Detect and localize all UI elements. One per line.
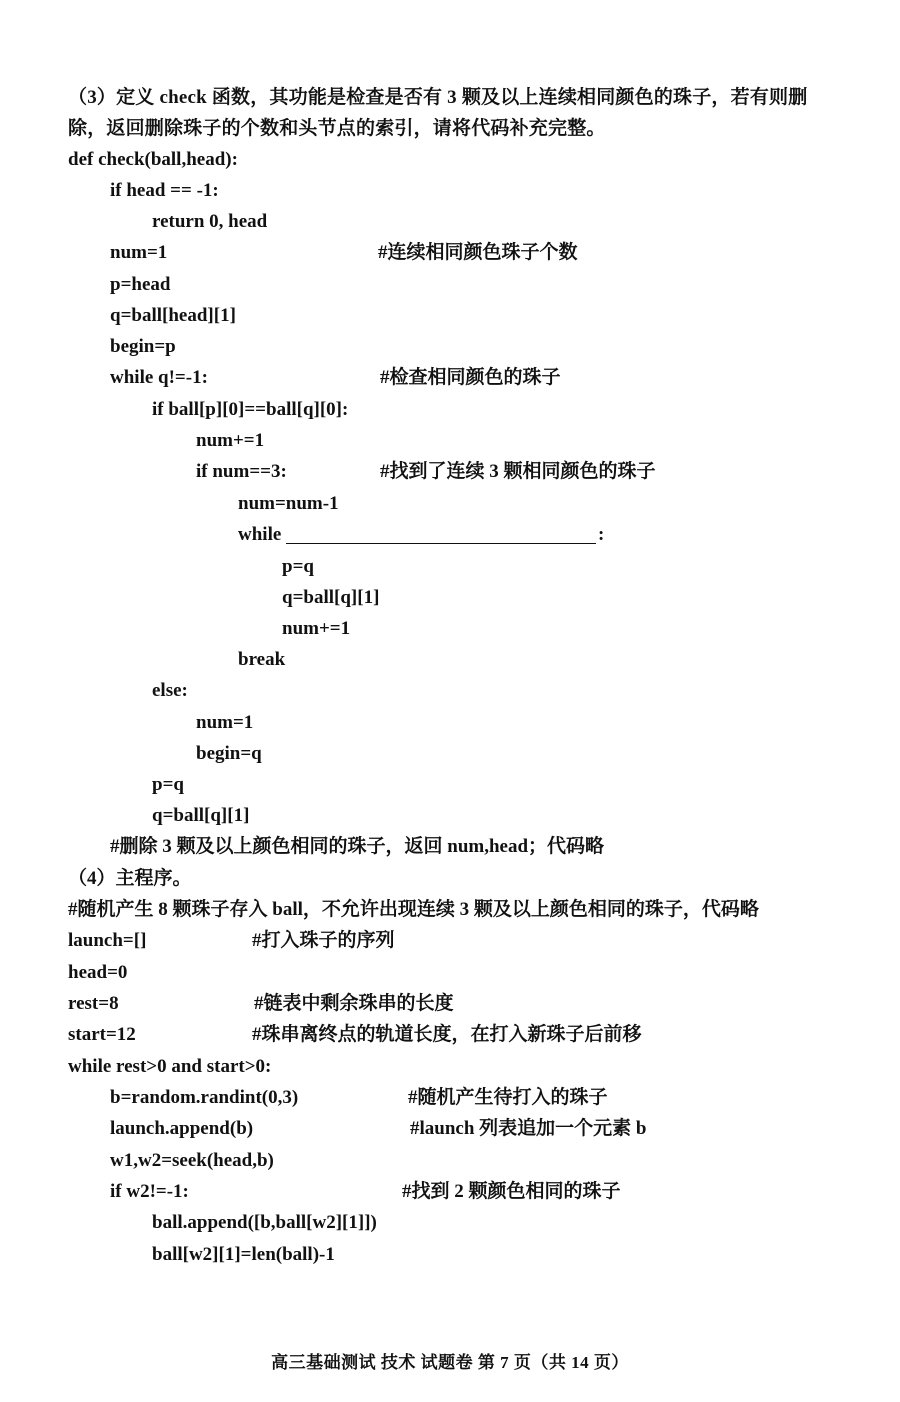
while-keyword: while: [238, 524, 282, 545]
code-line-def-check: def check(ball,head):: [68, 149, 238, 170]
page-footer: 高三基础测试 技术 试题卷 第 7 页（共 14 页）: [271, 1353, 629, 1372]
code-line-ball-link: ball[w2][1]=len(ball)-1: [152, 1244, 335, 1265]
question-3-intro: [68, 82, 888, 144]
code-line-num-inc: num+=1: [196, 430, 265, 451]
comment-if-num-3: #找到了连续 3 颗相同颜色的珠子: [380, 461, 656, 482]
comment-launch-append: #launch 列表追加一个元素 b: [410, 1118, 647, 1139]
code-line-rest: rest=8: [68, 993, 119, 1014]
comment-launch: #打入珠子的序列: [252, 930, 395, 951]
code-line-while-q: while q!=-1:: [110, 367, 208, 388]
code-line-q-init: q=ball[head][1]: [110, 305, 236, 326]
code-line-if-same-color: if ball[p][0]==ball[q][0]:: [152, 399, 349, 420]
code-line-p-head: p=head: [110, 274, 171, 295]
code-line-seek: w1,w2=seek(head,b): [110, 1150, 274, 1171]
code-line-begin-q: begin=q: [196, 743, 262, 764]
answer-blank[interactable]: [286, 523, 596, 544]
code-line-if-head: if head == -1:: [110, 180, 219, 201]
code-line-q-next-inner: q=ball[q][1]: [282, 587, 380, 608]
comment-while-q: #检查相同颜色的珠子: [380, 367, 561, 388]
question-4-title: （4）主程序。: [68, 868, 192, 889]
code-line-num-dec: num=num-1: [238, 493, 339, 514]
comment-start: #珠串离终点的轨道长度，在打入新珠子后前移: [252, 1024, 642, 1045]
comment-num-init: #连续相同颜色珠子个数: [378, 242, 578, 263]
code-line-p-q-inner: p=q: [282, 556, 314, 577]
code-line-num-init: num=1: [110, 242, 168, 263]
question-4-comment: #随机产生 8 颗珠子存入 ball，不允许出现连续 3 颗及以上颜色相同的珠子，代码略: [68, 899, 759, 920]
code-line-if-w2: if w2!=-1:: [110, 1181, 189, 1202]
code-line-begin: begin=p: [110, 336, 176, 357]
code-line-if-num-3: if num==3:: [196, 461, 287, 482]
question-3-intro-line-2: 除，返回删除珠子的个数和头节点的索引，请将代码补充完整。: [68, 118, 606, 139]
while-colon: :: [598, 524, 605, 545]
code-line-delete-comment: #删除 3 颗及以上颜色相同的珠子，返回 num,head；代码略: [110, 836, 605, 857]
code-line-start: start=12: [68, 1024, 136, 1045]
code-line-q-next: q=ball[q][1]: [152, 805, 250, 826]
code-line-randint: b=random.randint(0,3): [110, 1087, 299, 1108]
code-line-p-q: p=q: [152, 774, 184, 795]
code-line-launch-append: launch.append(b): [110, 1118, 254, 1139]
question-3-intro-line-1: （3）定义 check 函数，其功能是检查是否有 3 颗及以上连续相同颜色的珠子，若有则删: [68, 87, 808, 108]
code-line-head: head=0: [68, 962, 128, 983]
code-line-return: return 0, head: [152, 211, 268, 232]
code-line-num-inc-inner: num+=1: [282, 618, 351, 639]
comment-randint: #随机产生待打入的珠子: [408, 1087, 608, 1108]
comment-rest: #链表中剩余珠串的长度: [254, 993, 454, 1014]
code-line-ball-append: ball.append([b,ball[w2][1]]): [152, 1212, 377, 1233]
code-line-main-while: while rest>0 and start>0:: [68, 1056, 272, 1077]
code-line-launch: launch=[]: [68, 930, 147, 951]
comment-if-w2: #找到 2 颗颜色相同的珠子: [402, 1181, 621, 1202]
code-line-break: break: [238, 649, 286, 670]
code-line-else: else:: [152, 680, 188, 701]
code-line-num-reset: num=1: [196, 712, 254, 733]
code-line-while-blank: [238, 520, 604, 550]
